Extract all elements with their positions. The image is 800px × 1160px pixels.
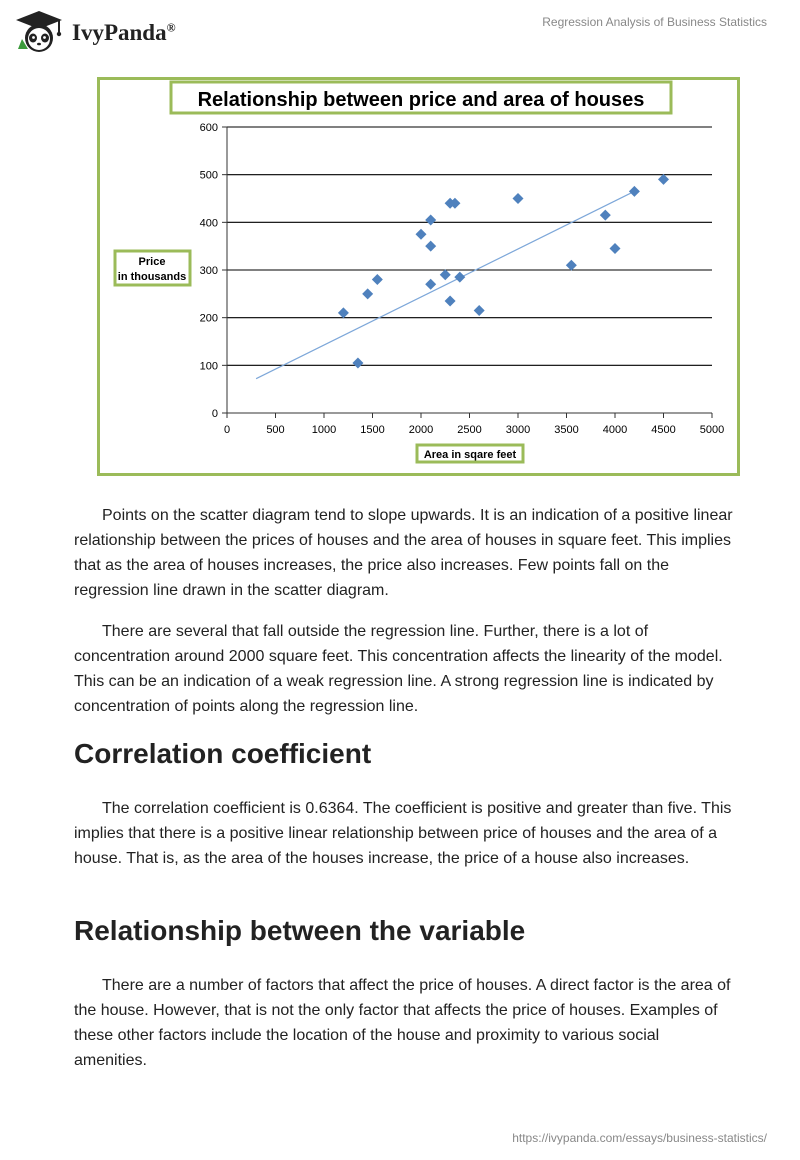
- data-point: [629, 186, 640, 197]
- y-axis-label-line1: Price: [138, 256, 166, 268]
- data-point: [352, 357, 363, 368]
- x-tick-label: 1500: [360, 424, 385, 436]
- data-point: [658, 174, 669, 185]
- y-tick-label: 100: [199, 360, 218, 373]
- x-tick-label: 500: [266, 424, 285, 436]
- data-point: [425, 214, 436, 225]
- y-tick-label: 200: [199, 312, 218, 325]
- paragraph-factors: There are a number of factors that affect the price of houses. A direct factor is the area of the house. However, that is not the only factor that affects the price of houses. Examples of these other factors include the location of the house and proximity to various social amenities.: [74, 977, 731, 1069]
- document-title: Regression Analysis of Business Statistics: [542, 15, 767, 29]
- panda-graduate-icon[interactable]: [14, 9, 64, 53]
- data-point: [454, 272, 465, 283]
- x-tick-label: 2500: [457, 424, 482, 436]
- brand-mark: ®: [166, 20, 176, 35]
- data-point: [474, 305, 485, 316]
- x-tick-label: 4000: [602, 424, 628, 436]
- data-point: [416, 229, 427, 240]
- data-point: [362, 288, 373, 299]
- x-tick-label: 5000: [699, 424, 725, 436]
- y-tick-label: 500: [199, 169, 218, 182]
- x-axis-label: Area in sqare feet: [423, 449, 517, 461]
- y-tick-label: 400: [199, 217, 218, 230]
- paragraph-correlation: The correlation coefficient is 0.6364. The coefficient is positive and greater than five. This implies that there is a positive linear relationship between price of houses and the area of a house. That is, as the area of the houses increase, the price of a house also increases.: [74, 800, 732, 867]
- paragraph-outside-line: There are several that fall outside the regression line. Further, there is a lot of concentration around 2000 square feet. This concentration affects the linearity of the model. This can be an indication of a weak regression line. A strong regression line is indicated by concentration of points along the regression line.: [74, 623, 723, 715]
- data-point: [610, 243, 621, 254]
- y-tick-label: 0: [211, 408, 218, 420]
- data-point: [445, 295, 456, 306]
- data-point: [372, 274, 383, 285]
- data-point: [338, 307, 349, 318]
- heading-correlation-coefficient: Correlation coefficient: [74, 738, 372, 769]
- page-header: [0, 0, 800, 64]
- x-tick-label: 3500: [554, 424, 579, 436]
- x-tick-label: 2000: [408, 424, 434, 436]
- data-point: [600, 210, 611, 221]
- brand-name: IvyPanda: [72, 20, 167, 45]
- source-url[interactable]: https://ivypanda.com/essays/business-statistics/: [512, 1131, 767, 1145]
- paragraph-scatter-slope: Points on the scatter diagram tend to slope upwards. It is an indication of a positive linear relationship between the prices of houses and the area of houses in square feet. This implies that as the area of houses increases, the price also increases. Few points fall on the regression line drawn in the scatter diagram.: [74, 507, 733, 599]
- scatter-chart: [100, 80, 737, 473]
- scatter-figure: [97, 77, 740, 476]
- x-tick-label: 0: [223, 424, 231, 436]
- x-tick-label: 3000: [505, 424, 531, 436]
- data-point: [425, 241, 436, 252]
- heading-relationship-variable: Relationship between the variable: [74, 915, 526, 946]
- regression-line: [256, 191, 634, 378]
- data-point: [425, 279, 436, 290]
- x-tick-label: 1000: [311, 424, 337, 436]
- x-tick-label: 4500: [651, 424, 676, 436]
- y-tick-label: 300: [199, 265, 218, 277]
- data-point: [440, 269, 451, 280]
- data-point: [566, 260, 577, 271]
- y-axis-label-line2: in thousands: [117, 271, 187, 283]
- chart-title: Relationship between price and area of houses: [197, 89, 645, 111]
- data-point: [513, 193, 524, 204]
- y-tick-label: 600: [199, 122, 218, 134]
- brand-logo[interactable]: [72, 20, 176, 46]
